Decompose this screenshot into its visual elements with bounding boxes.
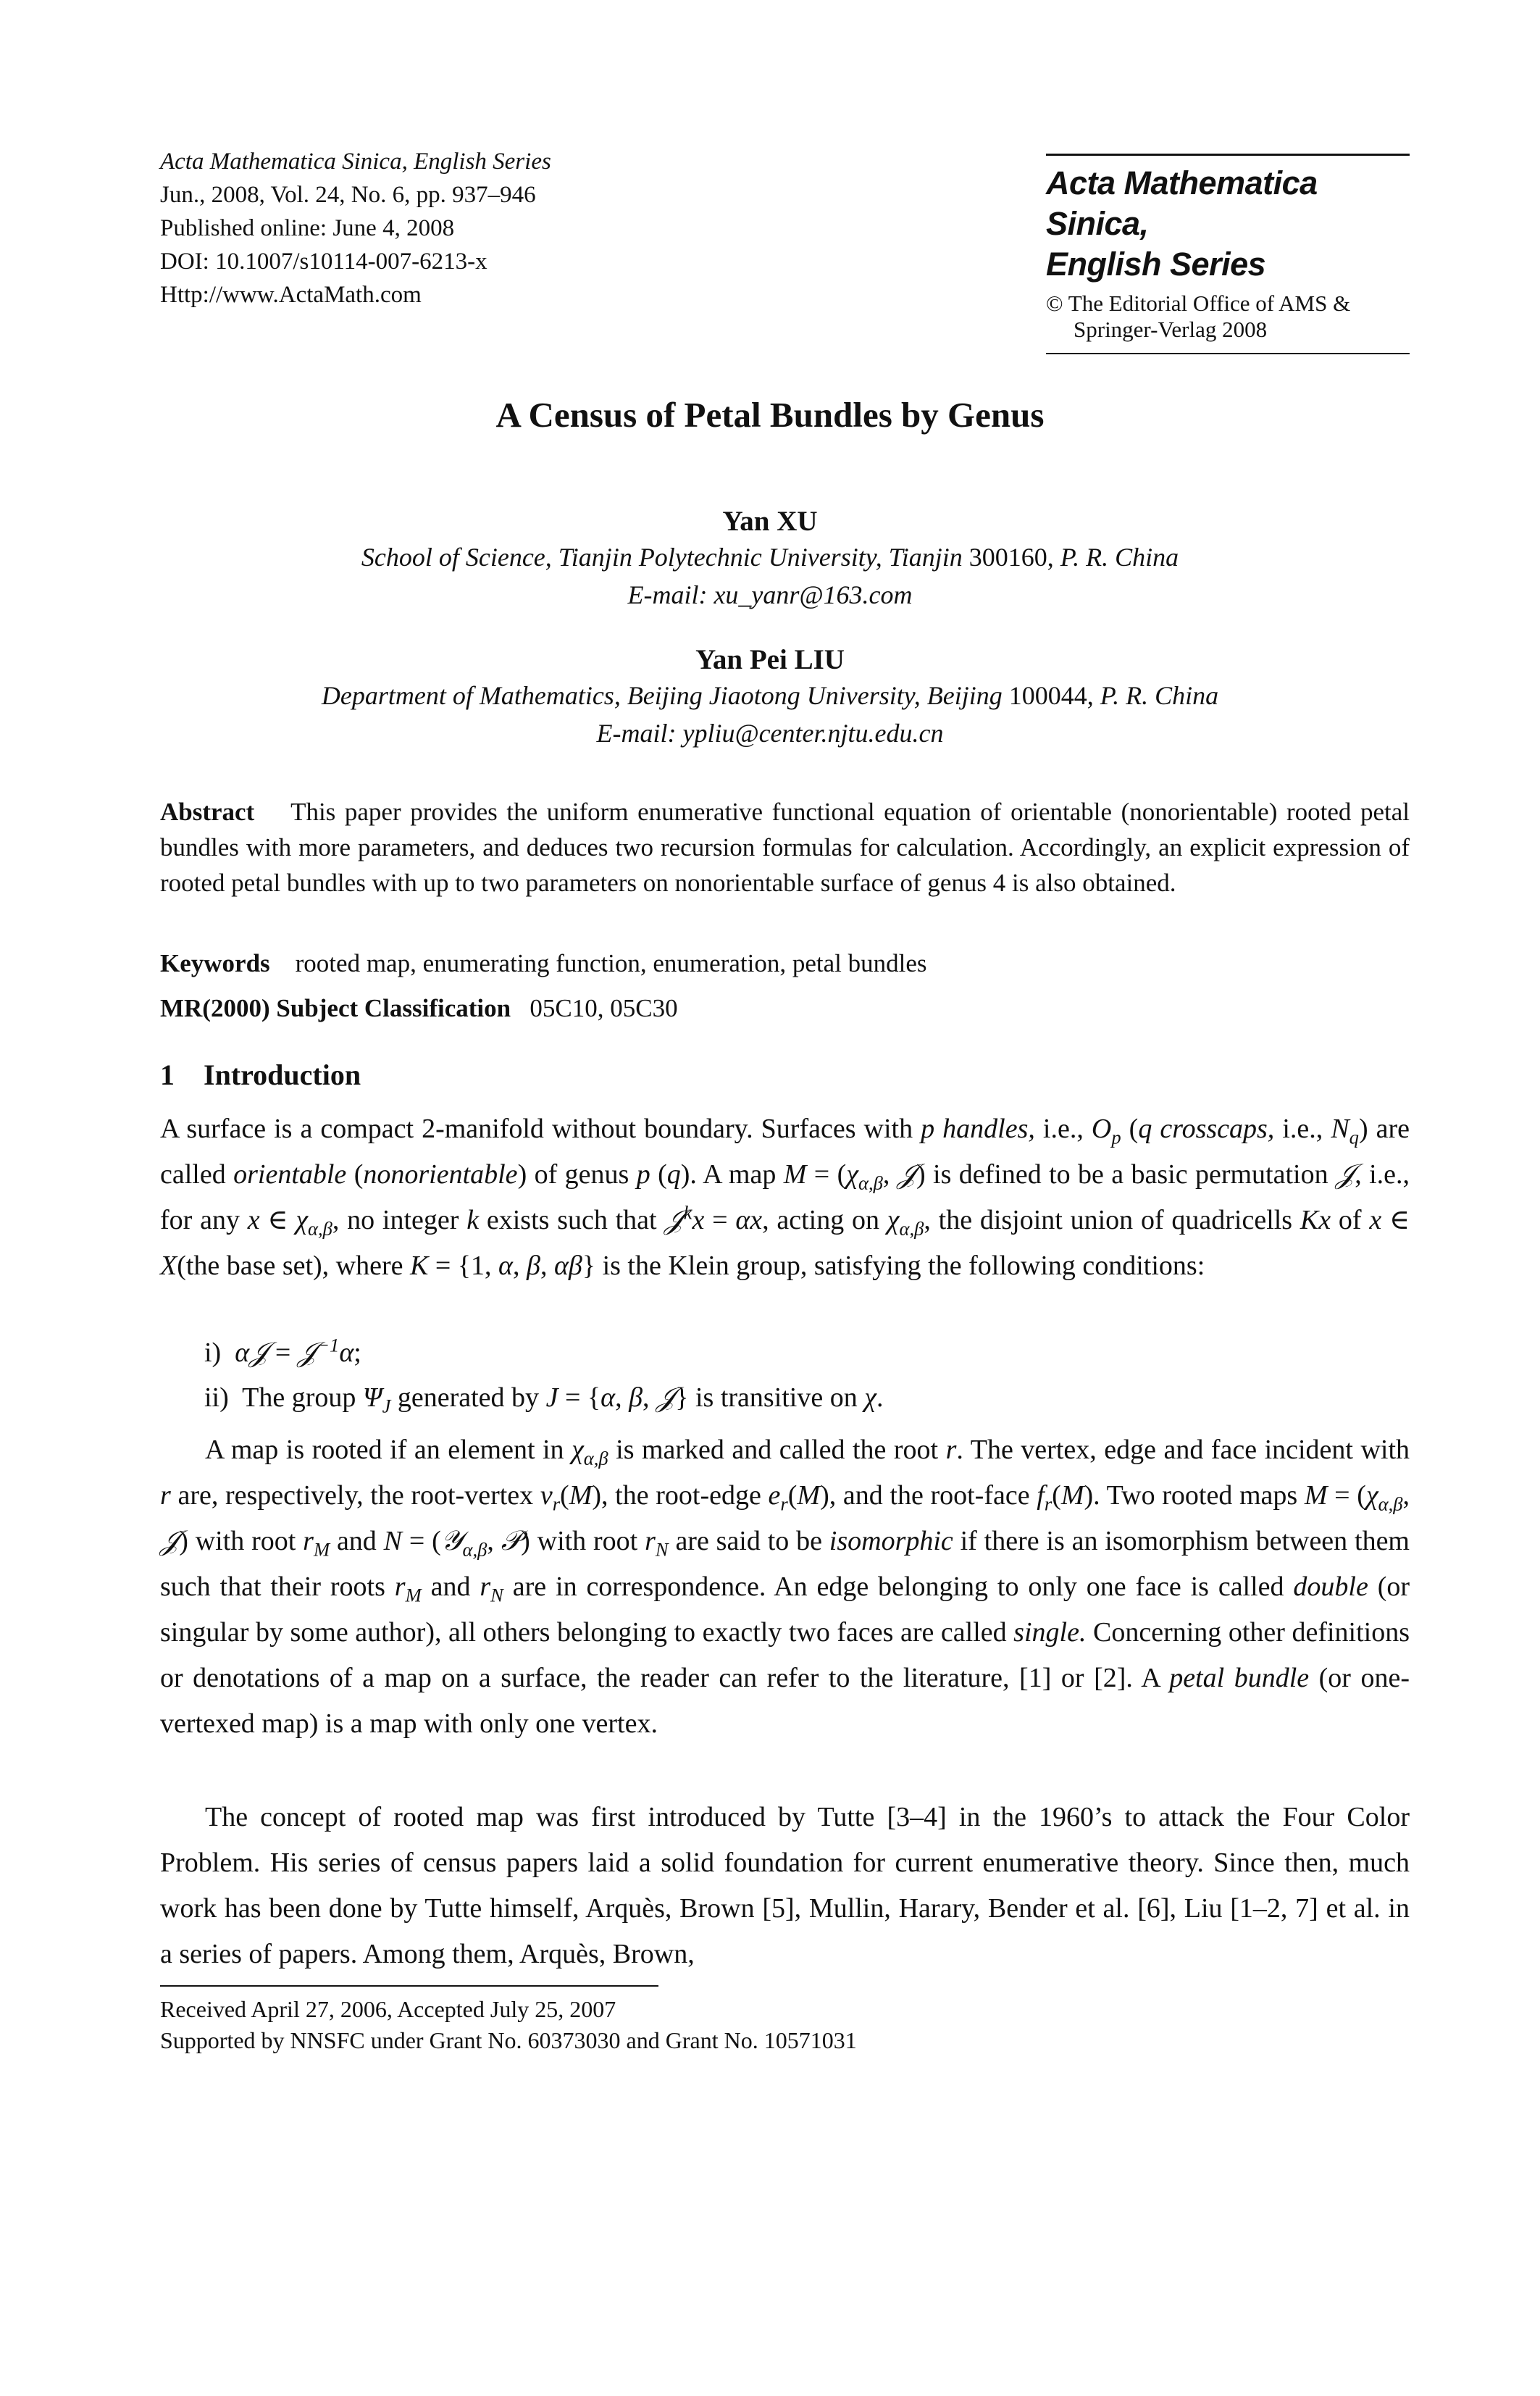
author-email: E-mail: xu_yanr@163.com: [627, 580, 913, 609]
intro-paragraph-1: A surface is a compact 2-manifold without boundary. Surfaces with p handles, i.e., $O_p$ (q crosscaps, i.e., $N_q$) are called orientable (nonorientable) of genus p (q). A map $M = (\chi_{\alpha,\beta}$, 𝒥) is defined to be a basic permutation 𝒥, i.e., for any x ∈ $\chi_{\alpha,\beta}$, no integer k exists such that 𝒥$^k$x = αx, acting on $\chi_{\alpha,\beta}$, the disjoint union of quadricells Kx of x ∈ X(the base set), where K = {1, α, β, αβ} is the Klein group, satisfying the following conditions:: [160, 1114, 1410, 1281]
top-rule: [1046, 154, 1410, 156]
footnotes: [160, 1994, 857, 2056]
issue-info: Jun., 2008, Vol. 24, No. 6, pp. 937–946: [160, 182, 536, 208]
classification-label: MR(2000) Subject Classification: [160, 994, 511, 1022]
keywords-label: Keywords: [160, 949, 270, 977]
journal-url[interactable]: Http://www.ActaMath.com: [160, 282, 422, 308]
copyright-notice: © The Editorial Office of AMS & Springer-Verlag 2008: [1046, 291, 1351, 342]
email-link[interactable]: ypliu@center.njtu.edu.cn: [682, 719, 944, 748]
journal-name: Acta Mathematica Sinica, English Series: [160, 149, 551, 175]
keywords-text: rooted map, enumerating function, enumeration, petal bundles: [295, 949, 927, 977]
classification-text: 05C10, 05C30: [530, 994, 678, 1022]
paper-title: A Census of Petal Bundles by Genus: [495, 395, 1045, 435]
subject-classification: [160, 990, 1410, 1026]
author-affiliation: Department of Mathematics, Beijing Jiaotong University, Beijing 100044, P. R. China: [321, 681, 1219, 710]
keywords: [160, 946, 1410, 981]
journal-header-info: [160, 145, 551, 312]
condition-item-2: ii) The group $\Psi_J$ generated by J = {α, β, 𝒥} is transitive on χ.: [204, 1382, 884, 1417]
intro-paragraph-3: The concept of rooted map was first introduced by Tutte [3–4] in the 1960’s to attack the Four Color Problem. His series of census papers laid a solid foundation for current enumerative theory. Since then, much work has been done by Tutte himself, Arquès, Brown [5], Mullin, Harary, Bender et al. [6], Liu [1–2, 7] et al. in a series of papers. Among them, Arquès, Brown,: [160, 1802, 1410, 1969]
author-name: Yan Pei LIU: [695, 644, 845, 675]
author-affiliation: School of Science, Tianjin Polytechnic University, Tianjin 300160, P. R. China: [361, 543, 1179, 572]
author-name: Yan XU: [722, 506, 818, 537]
email-link[interactable]: xu_yanr@163.com: [713, 580, 913, 609]
copyright-icon: ©: [1046, 291, 1063, 316]
abstract: [160, 794, 1410, 901]
footnote-rule: [160, 1985, 658, 1987]
intro-paragraph-2: A map is rooted if an element in $\chi_{\alpha,\beta}$ is marked and called the root r. The vertex, edge and face incident with r are, respectively, the root-vertex $v_r(M)$, the root-edge $e_r(M)$, and the root-face $f_r(M)$. Two rooted maps $M = (\chi_{\alpha,\beta}$, 𝒥) with root $r_M$ and N = (𝒴$_{\alpha,\beta}$, 𝒫) with root $r_N$ are said to be isomorphic if there is an isomorphism between them such that their roots $r_M$ and $r_N$ are in correspondence. An edge belonging to only one face is called double (or singular by some author), all others belonging to exactly two faces are called single. Concerning other definitions or denotations of a map on a surface, the reader can refer to the literature, [1] or [2]. A petal bundle (or one-vertexed map) is a map with only one vertex.: [160, 1435, 1410, 1739]
funding-note: Supported by NNSFC under Grant No. 60373030 and Grant No. 10571031: [160, 2027, 857, 2053]
abstract-label: Abstract: [160, 798, 255, 826]
section-heading: 1 Introduction: [160, 1059, 361, 1091]
journal-logo-box: [1046, 154, 1410, 354]
author-email: E-mail: ypliu@center.njtu.edu.cn: [596, 719, 944, 748]
journal-logo-title: Acta Mathematica Sinica, English Series: [1046, 164, 1318, 283]
doi: DOI: 10.1007/s10114-007-6213-x: [160, 249, 487, 275]
published-date: Published online: June 4, 2008: [160, 215, 455, 241]
bottom-rule: [1046, 353, 1410, 354]
received-dates: Received April 27, 2006, Accepted July 25, 2007: [160, 1996, 616, 2022]
condition-item-1: i) α𝒥 = 𝒥$^{-1}$α;: [204, 1334, 361, 1368]
abstract-text: This paper provides the uniform enumerative functional equation of orientable (nonorientable) rooted petal bundles with more parameters, and deduces two recursion formulas for calculation. Accordingly, an explicit expression of rooted petal bundles with up to two parameters on nonorientable surface of genus 4 is also obtained.: [160, 798, 1410, 897]
